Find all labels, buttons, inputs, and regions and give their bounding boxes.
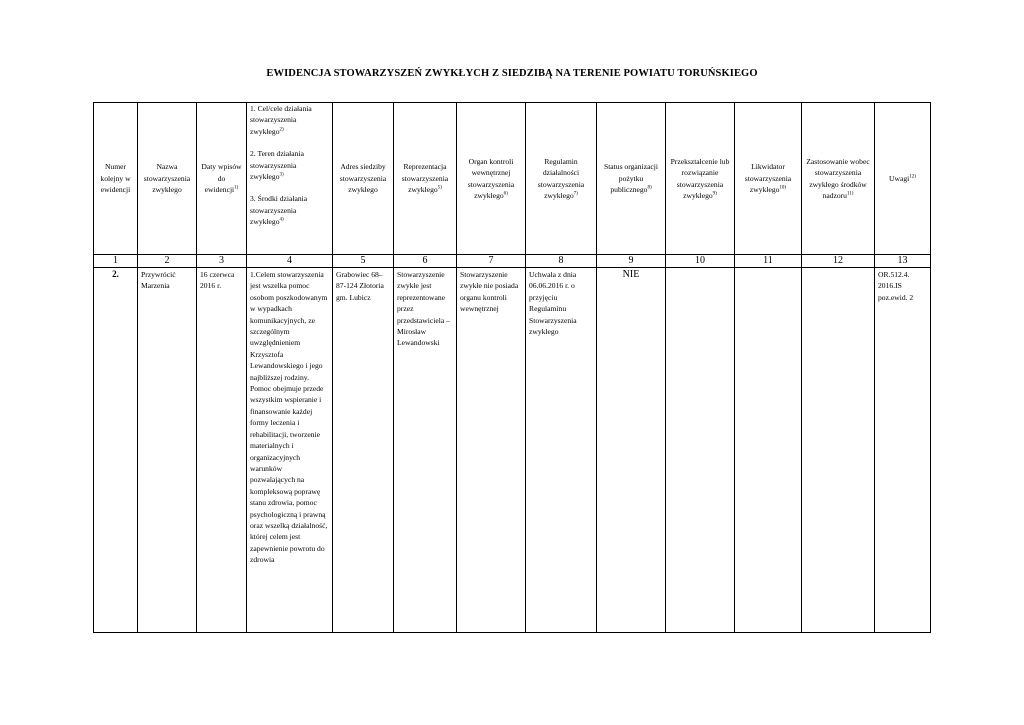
column-number: 12 — [802, 255, 875, 268]
regulations: Uchwała z dnia 06.06.2016 r. o przyjęciu Regulaminu Stowarzyszenia zwykłego — [526, 268, 597, 633]
association-representation: Stowarzyszenie zwykłe jest reprezentowane przez przedstawiciela – Mirosław Lewandowski — [394, 268, 457, 633]
entry-number: 2. — [94, 268, 138, 633]
internal-control: Stowarzyszenie zwykłe nie posiada organu kontroli wewnętrznej — [457, 268, 526, 633]
supervision-measures — [802, 268, 875, 633]
header-cell-goals: 1. Cel/cele działania stowarzyszenia zwykłego$^{2)}$ 2. Teren działania stowarzyszenia zwykłego$^{3)}$ 3. Środki działania stowarzyszenia zwykłego$^{4)}$ — [247, 103, 333, 255]
opp-status: NIE — [597, 268, 666, 633]
header-cell: Zastosowanie wobec stowarzyszenia zwykłego środków nadzoru$^{11)}$ — [802, 103, 875, 255]
column-number: 8 — [526, 255, 597, 268]
association-goals: 1.Celem stowarzyszenia jest wszelka pomoc osobom poszkodowanym w wypadkach komunikacyjnych, ze szczególnym uwzględnieniem Krzysztofa Lewandowskiego i jego najbliższej rodziny. Pomoc obejmuje przede wszystkim wspieranie i finansowanie każdej formy leczenia i rehabilitacji, tworzenie materialnych i organizacyjnych warunków pozwalających na kompleksową poprawę stanu zdrowia, pomoc psychologiczną i prawną oraz wszelką działalność, której celem jest zapewnienie powrotu do zdrowia — [247, 268, 333, 633]
column-number: 5 — [333, 255, 394, 268]
column-number: 10 — [666, 255, 735, 268]
column-number: 7 — [457, 255, 526, 268]
header-cell: Uwagi$^{12)}$ — [875, 103, 931, 255]
transformation — [666, 268, 735, 633]
registry-table — [93, 102, 931, 633]
column-number: 1 — [94, 255, 138, 268]
liquidator — [735, 268, 802, 633]
header-cell: Regulamin działalności stowarzyszenia zwykłego$^{7)}$ — [526, 103, 597, 255]
column-number: 2 — [138, 255, 197, 268]
association-name: Przywrócić Marzenia — [138, 268, 197, 633]
column-number-row — [94, 255, 931, 268]
header-cell: Status organizacji pożytku publicznego$^{8)}$ — [597, 103, 666, 255]
column-number: 4 — [247, 255, 333, 268]
header-cell: Nazwa stowarzyszenia zwykłego — [138, 103, 197, 255]
table-header-row — [94, 103, 931, 255]
column-number: 9 — [597, 255, 666, 268]
association-address: Grabowiec 68– 87-124 Złotoria gm. Lubicz — [333, 268, 394, 633]
table-row — [94, 268, 931, 633]
header-cell: Adres siedziby stowarzyszenia zwykłego — [333, 103, 394, 255]
column-number: 13 — [875, 255, 931, 268]
header-cell: Organ kontroli wewnętrznej stowarzyszenia zwykłego$^{6)}$ — [457, 103, 526, 255]
column-number: 3 — [197, 255, 247, 268]
header-cell: Przekształcenie lub rozwiązanie stowarzyszenia zwykłego$^{9)}$ — [666, 103, 735, 255]
registration-date: 16 czerwca 2016 r. — [197, 268, 247, 633]
column-number: 6 — [394, 255, 457, 268]
header-cell: Numer kolejny w ewidencji — [94, 103, 138, 255]
header-cell: Daty wpisów do ewidencji$^{1)}$ — [197, 103, 247, 255]
column-number: 11 — [735, 255, 802, 268]
header-cell: Likwidator stowarzyszenia zwykłego$^{10)}$ — [735, 103, 802, 255]
document-title: EWIDENCJA STOWARZYSZEŃ ZWYKŁYCH Z SIEDZIBĄ NA TERENIE POWIATU TORUŃSKIEGO — [266, 68, 758, 79]
header-cell: Reprezentacja stowarzyszenia zwykłego$^{5)}$ — [394, 103, 457, 255]
notes: OR.512.4. 2016.IS poz.ewid. 2 — [875, 268, 931, 633]
